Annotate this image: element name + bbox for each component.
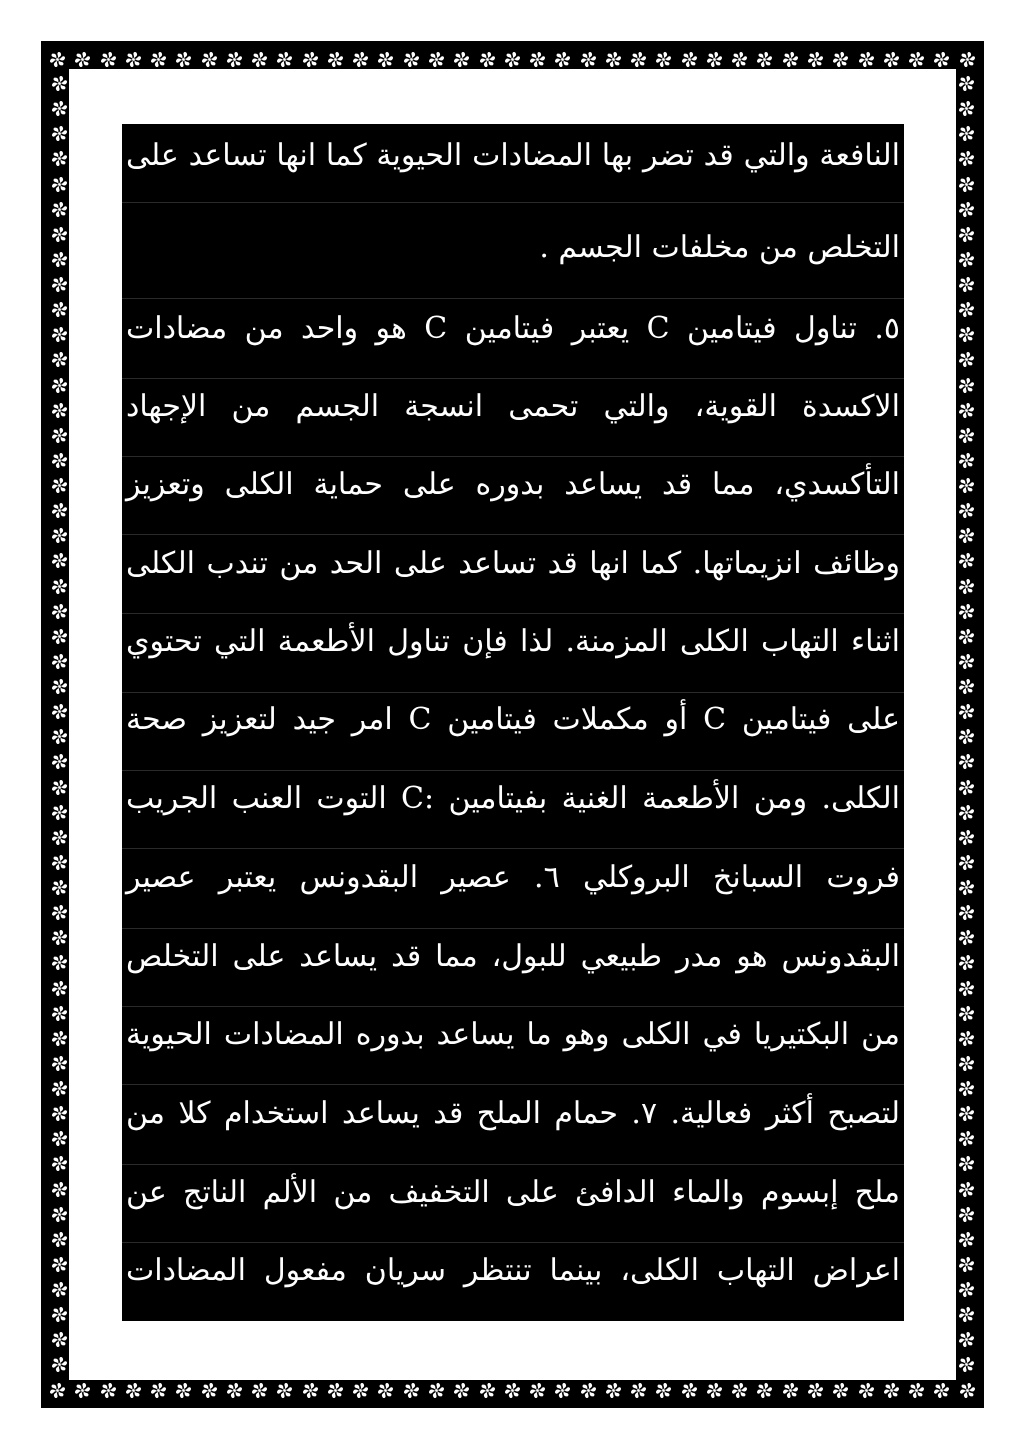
flower-ornament-icon xyxy=(51,301,68,318)
flower-ornament-icon xyxy=(51,402,68,419)
flower-ornament-icon xyxy=(51,1055,68,1072)
flower-ornament-icon xyxy=(958,452,975,469)
line-divider xyxy=(122,202,904,203)
flower-ornament-icon xyxy=(756,51,773,68)
flower-ornament-icon xyxy=(51,804,68,821)
flower-ornament-icon xyxy=(605,51,622,68)
flower-ornament-icon xyxy=(958,678,975,695)
flower-ornament-icon xyxy=(529,51,546,68)
flower-ornament-icon xyxy=(958,603,975,620)
flower-ornament-icon xyxy=(51,1155,68,1172)
flower-ornament-icon xyxy=(51,552,68,569)
flower-ornament-icon xyxy=(51,502,68,519)
flower-ornament-icon xyxy=(51,980,68,997)
flower-ornament-icon xyxy=(51,427,68,444)
flower-ornament-icon xyxy=(51,1356,68,1373)
flower-ornament-icon xyxy=(51,904,68,921)
flower-ornament-icon xyxy=(958,1030,975,1047)
flower-ornament-icon xyxy=(276,1382,293,1399)
flower-ornament-icon xyxy=(428,51,445,68)
flower-ornament-icon xyxy=(51,1005,68,1022)
flower-ornament-icon xyxy=(958,1231,975,1248)
flower-ornament-icon xyxy=(958,628,975,645)
flower-ornament-icon xyxy=(731,51,748,68)
flower-ornament-icon xyxy=(51,276,68,293)
flower-ornament-icon xyxy=(958,377,975,394)
flower-ornament-icon xyxy=(681,1382,698,1399)
border-right xyxy=(956,75,976,1374)
flower-ornament-icon xyxy=(51,452,68,469)
flower-ornament-icon xyxy=(958,502,975,519)
flower-ornament-icon xyxy=(933,1382,950,1399)
text-line: ملح إبسوم والماء الدافئ على التخفيف من الألم الناتج عن xyxy=(126,1175,900,1210)
text-line: اثناء التهاب الكلى المزمنة. لذا فإن تناول الأطعمة التي تحتوي xyxy=(126,624,900,659)
flower-ornament-icon xyxy=(958,1281,975,1298)
flower-ornament-icon xyxy=(958,753,975,770)
text-line: من البكتيريا في الكلى وهو ما يساعد بدوره المضادات الحيوية xyxy=(126,1017,900,1052)
flower-ornament-icon xyxy=(756,1382,773,1399)
flower-ornament-icon xyxy=(958,1155,975,1172)
flower-ornament-icon xyxy=(958,477,975,494)
flower-ornament-icon xyxy=(51,779,68,796)
flower-ornament-icon xyxy=(51,703,68,720)
flower-ornament-icon xyxy=(958,1331,975,1348)
flower-ornament-icon xyxy=(958,1256,975,1273)
flower-ornament-icon xyxy=(352,51,369,68)
flower-ornament-icon xyxy=(51,527,68,544)
flower-ornament-icon xyxy=(958,904,975,921)
flower-ornament-icon xyxy=(958,954,975,971)
flower-ornament-icon xyxy=(479,51,496,68)
flower-ornament-icon xyxy=(302,1382,319,1399)
flower-ornament-icon xyxy=(51,603,68,620)
flower-ornament-icon xyxy=(958,1080,975,1097)
flower-ornament-icon xyxy=(958,1306,975,1323)
flower-ornament-icon xyxy=(226,51,243,68)
text-line: فروت السبانخ البروكلي ٦. عصير البقدونس يعتبر عصير xyxy=(126,860,900,895)
flower-ornament-icon xyxy=(958,1055,975,1072)
flower-ornament-icon xyxy=(150,51,167,68)
flower-ornament-icon xyxy=(201,51,218,68)
flower-ornament-icon xyxy=(958,1206,975,1223)
flower-ornament-icon xyxy=(958,251,975,268)
flower-ornament-icon xyxy=(858,1382,875,1399)
flower-ornament-icon xyxy=(958,326,975,343)
flower-ornament-icon xyxy=(958,1105,975,1122)
flower-ornament-icon xyxy=(958,578,975,595)
flower-ornament-icon xyxy=(958,351,975,368)
flower-ornament-icon xyxy=(51,1306,68,1323)
flower-ornament-icon xyxy=(201,1382,218,1399)
flower-ornament-icon xyxy=(377,1382,394,1399)
flower-ornament-icon xyxy=(883,51,900,68)
flower-ornament-icon xyxy=(51,1231,68,1248)
flower-ornament-icon xyxy=(933,51,950,68)
flower-ornament-icon xyxy=(807,1382,824,1399)
flower-ornament-icon xyxy=(125,1382,142,1399)
flower-ornament-icon xyxy=(49,1382,66,1399)
flower-ornament-icon xyxy=(883,1382,900,1399)
flower-ornament-icon xyxy=(655,51,672,68)
flower-ornament-icon xyxy=(49,51,66,68)
flower-ornament-icon xyxy=(51,377,68,394)
flower-ornament-icon xyxy=(453,51,470,68)
flower-ornament-icon xyxy=(958,854,975,871)
flower-ornament-icon xyxy=(51,351,68,368)
flower-ornament-icon xyxy=(327,51,344,68)
flower-ornament-icon xyxy=(958,125,975,142)
flower-ornament-icon xyxy=(51,628,68,645)
flower-ornament-icon xyxy=(51,1256,68,1273)
flower-ornament-icon xyxy=(175,1382,192,1399)
flower-ornament-icon xyxy=(858,51,875,68)
flower-ornament-icon xyxy=(302,51,319,68)
flower-ornament-icon xyxy=(100,51,117,68)
flower-ornament-icon xyxy=(51,1105,68,1122)
flower-ornament-icon xyxy=(958,980,975,997)
flower-ornament-icon xyxy=(908,1382,925,1399)
flower-ornament-icon xyxy=(958,301,975,318)
flower-ornament-icon xyxy=(51,176,68,193)
flower-ornament-icon xyxy=(958,201,975,218)
flower-ornament-icon xyxy=(908,51,925,68)
flower-ornament-icon xyxy=(630,1382,647,1399)
flower-ornament-icon xyxy=(958,929,975,946)
flower-ornament-icon xyxy=(51,125,68,142)
flower-ornament-icon xyxy=(51,226,68,243)
flower-ornament-icon xyxy=(100,1382,117,1399)
flower-ornament-icon xyxy=(782,1382,799,1399)
flower-ornament-icon xyxy=(150,1382,167,1399)
flower-ornament-icon xyxy=(51,879,68,896)
flower-ornament-icon xyxy=(51,1130,68,1147)
text-line: النافعة والتي قد تضر بها المضادات الحيوية كما انها تساعد على xyxy=(126,138,900,173)
flower-ornament-icon xyxy=(958,1356,975,1373)
flower-ornament-icon xyxy=(782,51,799,68)
flower-ornament-icon xyxy=(51,929,68,946)
flower-ornament-icon xyxy=(51,578,68,595)
flower-ornament-icon xyxy=(832,51,849,68)
flower-ornament-icon xyxy=(51,75,68,92)
flower-ornament-icon xyxy=(51,251,68,268)
flower-ornament-icon xyxy=(958,829,975,846)
flower-ornament-icon xyxy=(51,678,68,695)
flower-ornament-icon xyxy=(377,51,394,68)
flower-ornament-icon xyxy=(958,779,975,796)
flower-ornament-icon xyxy=(706,51,723,68)
flower-ornament-icon xyxy=(958,100,975,117)
flower-ornament-icon xyxy=(403,51,420,68)
flower-ornament-icon xyxy=(276,51,293,68)
flower-ornament-icon xyxy=(958,1005,975,1022)
flower-ornament-icon xyxy=(51,829,68,846)
flower-ornament-icon xyxy=(352,1382,369,1399)
flower-ornament-icon xyxy=(630,51,647,68)
flower-ornament-icon xyxy=(958,226,975,243)
flower-ornament-icon xyxy=(51,1331,68,1348)
flower-ornament-icon xyxy=(428,1382,445,1399)
flower-ornament-icon xyxy=(958,402,975,419)
flower-ornament-icon xyxy=(226,1382,243,1399)
flower-ornament-icon xyxy=(655,1382,672,1399)
border-top xyxy=(49,49,976,69)
flower-ornament-icon xyxy=(51,728,68,745)
flower-ornament-icon xyxy=(251,1382,268,1399)
flower-ornament-icon xyxy=(51,150,68,167)
flower-ornament-icon xyxy=(51,100,68,117)
text-block xyxy=(122,124,904,1321)
flower-ornament-icon xyxy=(554,51,571,68)
flower-ornament-icon xyxy=(958,653,975,670)
text-line: ٥. تناول فيتامين C يعتبر فيتامين C هو واحد من مضادات xyxy=(126,311,900,346)
flower-ornament-icon xyxy=(958,150,975,167)
text-line: البقدونس هو مدر طبيعي للبول، مما قد يساعد على التخلص xyxy=(126,939,900,974)
flower-ornament-icon xyxy=(51,326,68,343)
flower-ornament-icon xyxy=(51,1181,68,1198)
flower-ornament-icon xyxy=(958,804,975,821)
flower-ornament-icon xyxy=(605,1382,622,1399)
flower-ornament-icon xyxy=(959,1382,976,1399)
flower-ornament-icon xyxy=(580,1382,597,1399)
text-line: على فيتامين C أو مكملات فيتامين C امر جيد لتعزيز صحة xyxy=(126,702,900,737)
flower-ornament-icon xyxy=(958,1181,975,1198)
flower-ornament-icon xyxy=(51,1030,68,1047)
flower-ornament-icon xyxy=(529,1382,546,1399)
flower-ornament-icon xyxy=(51,1206,68,1223)
flower-ornament-icon xyxy=(807,51,824,68)
flower-ornament-icon xyxy=(731,1382,748,1399)
flower-ornament-icon xyxy=(51,854,68,871)
text-line: الاكسدة القوية، والتي تحمى انسجة الجسم من الإجهاد xyxy=(126,389,900,424)
flower-ornament-icon xyxy=(958,427,975,444)
border-bottom xyxy=(49,1380,976,1400)
flower-ornament-icon xyxy=(958,276,975,293)
text-line: التخلص من مخلفات الجسم . xyxy=(539,230,900,265)
flower-ornament-icon xyxy=(51,1281,68,1298)
text-line: اعراض التهاب الكلى، بينما تنتظر سريان مفعول المضادات xyxy=(126,1253,900,1288)
flower-ornament-icon xyxy=(453,1382,470,1399)
flower-ornament-icon xyxy=(51,753,68,770)
flower-ornament-icon xyxy=(958,1130,975,1147)
flower-ornament-icon xyxy=(504,51,521,68)
flower-ornament-icon xyxy=(51,477,68,494)
flower-ornament-icon xyxy=(327,1382,344,1399)
flower-ornament-icon xyxy=(504,1382,521,1399)
flower-ornament-icon xyxy=(51,201,68,218)
flower-ornament-icon xyxy=(681,51,698,68)
flower-ornament-icon xyxy=(958,703,975,720)
flower-ornament-icon xyxy=(51,954,68,971)
text-line: الكلى. ومن الأطعمة الغنية بفيتامين :C التوت العنب الجريب xyxy=(126,781,900,816)
flower-ornament-icon xyxy=(554,1382,571,1399)
flower-ornament-icon xyxy=(479,1382,496,1399)
flower-ornament-icon xyxy=(580,51,597,68)
flower-ornament-icon xyxy=(832,1382,849,1399)
flower-ornament-icon xyxy=(959,51,976,68)
flower-ornament-icon xyxy=(51,1080,68,1097)
flower-ornament-icon xyxy=(51,653,68,670)
flower-ornament-icon xyxy=(74,51,91,68)
text-line: التأكسدي، مما قد يساعد بدوره على حماية الكلى وتعزيز xyxy=(126,467,900,502)
flower-ornament-icon xyxy=(958,552,975,569)
flower-ornament-icon xyxy=(175,51,192,68)
flower-ornament-icon xyxy=(958,527,975,544)
flower-ornament-icon xyxy=(958,879,975,896)
border-left xyxy=(49,75,69,1374)
text-line: وظائف انزيماتها. كما انها قد تساعد على الحد من تندب الكلى xyxy=(126,546,900,581)
flower-ornament-icon xyxy=(706,1382,723,1399)
flower-ornament-icon xyxy=(251,51,268,68)
flower-ornament-icon xyxy=(74,1382,91,1399)
text-line: لتصبح أكثر فعالية. ٧. حمام الملح قد يساعد استخدام كلا من xyxy=(126,1096,900,1131)
flower-ornament-icon xyxy=(958,728,975,745)
flower-ornament-icon xyxy=(403,1382,420,1399)
flower-ornament-icon xyxy=(958,176,975,193)
flower-ornament-icon xyxy=(125,51,142,68)
flower-ornament-icon xyxy=(958,75,975,92)
